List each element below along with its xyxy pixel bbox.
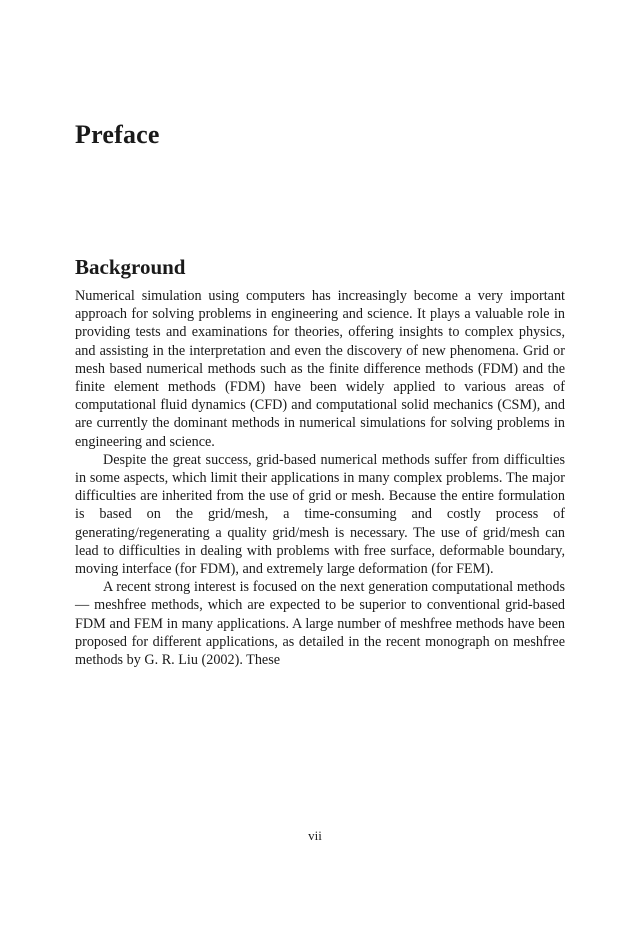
paragraph-2: Despite the great success, grid-based numerical methods suffer from difficulties in some aspects, which limit their applications in many complex problems. The major difficulties are inherited from the use of grid or mesh. Because the entire formulation is based on the grid/mesh, a time-consuming and costly process of generating/regenerating a quality grid/mesh is necessary. The use of grid/mesh can lead to difficulties in dealing with problems with free surface, deformable boundary, moving interface (for FDM), and extremely large deformation (for FEM). bbox=[75, 451, 565, 578]
section-body bbox=[75, 287, 565, 669]
section-heading: Background bbox=[75, 255, 186, 279]
chapter-title: Preface bbox=[75, 120, 160, 149]
paragraph-3: A recent strong interest is focused on the next generation computational methods — meshfree methods, which are expected to be superior to conventional grid-based FDM and FEM in many applications. A large number of meshfree methods have been proposed for different applications, as detailed in the recent monograph on meshfree methods by G. R. Liu (2002). These bbox=[75, 579, 565, 669]
page-number: vii bbox=[308, 828, 322, 843]
paragraph-1: Numerical simulation using computers has increasingly become a very important approach for solving problems in engineering and science. It plays a valuable role in providing tests and examinations for theories, offering insights to complex physics, and assisting in the interpretation and even the discovery of new phenomena. Grid or mesh based numerical methods such as the finite difference methods (FDM) and the finite element methods (FDM) have been widely applied to various areas of computational fluid dynamics (CFD) and computational solid mechanics (CSM), and are currently the dominant methods in numerical simulations for solving problems in engineering and science. bbox=[75, 288, 565, 450]
